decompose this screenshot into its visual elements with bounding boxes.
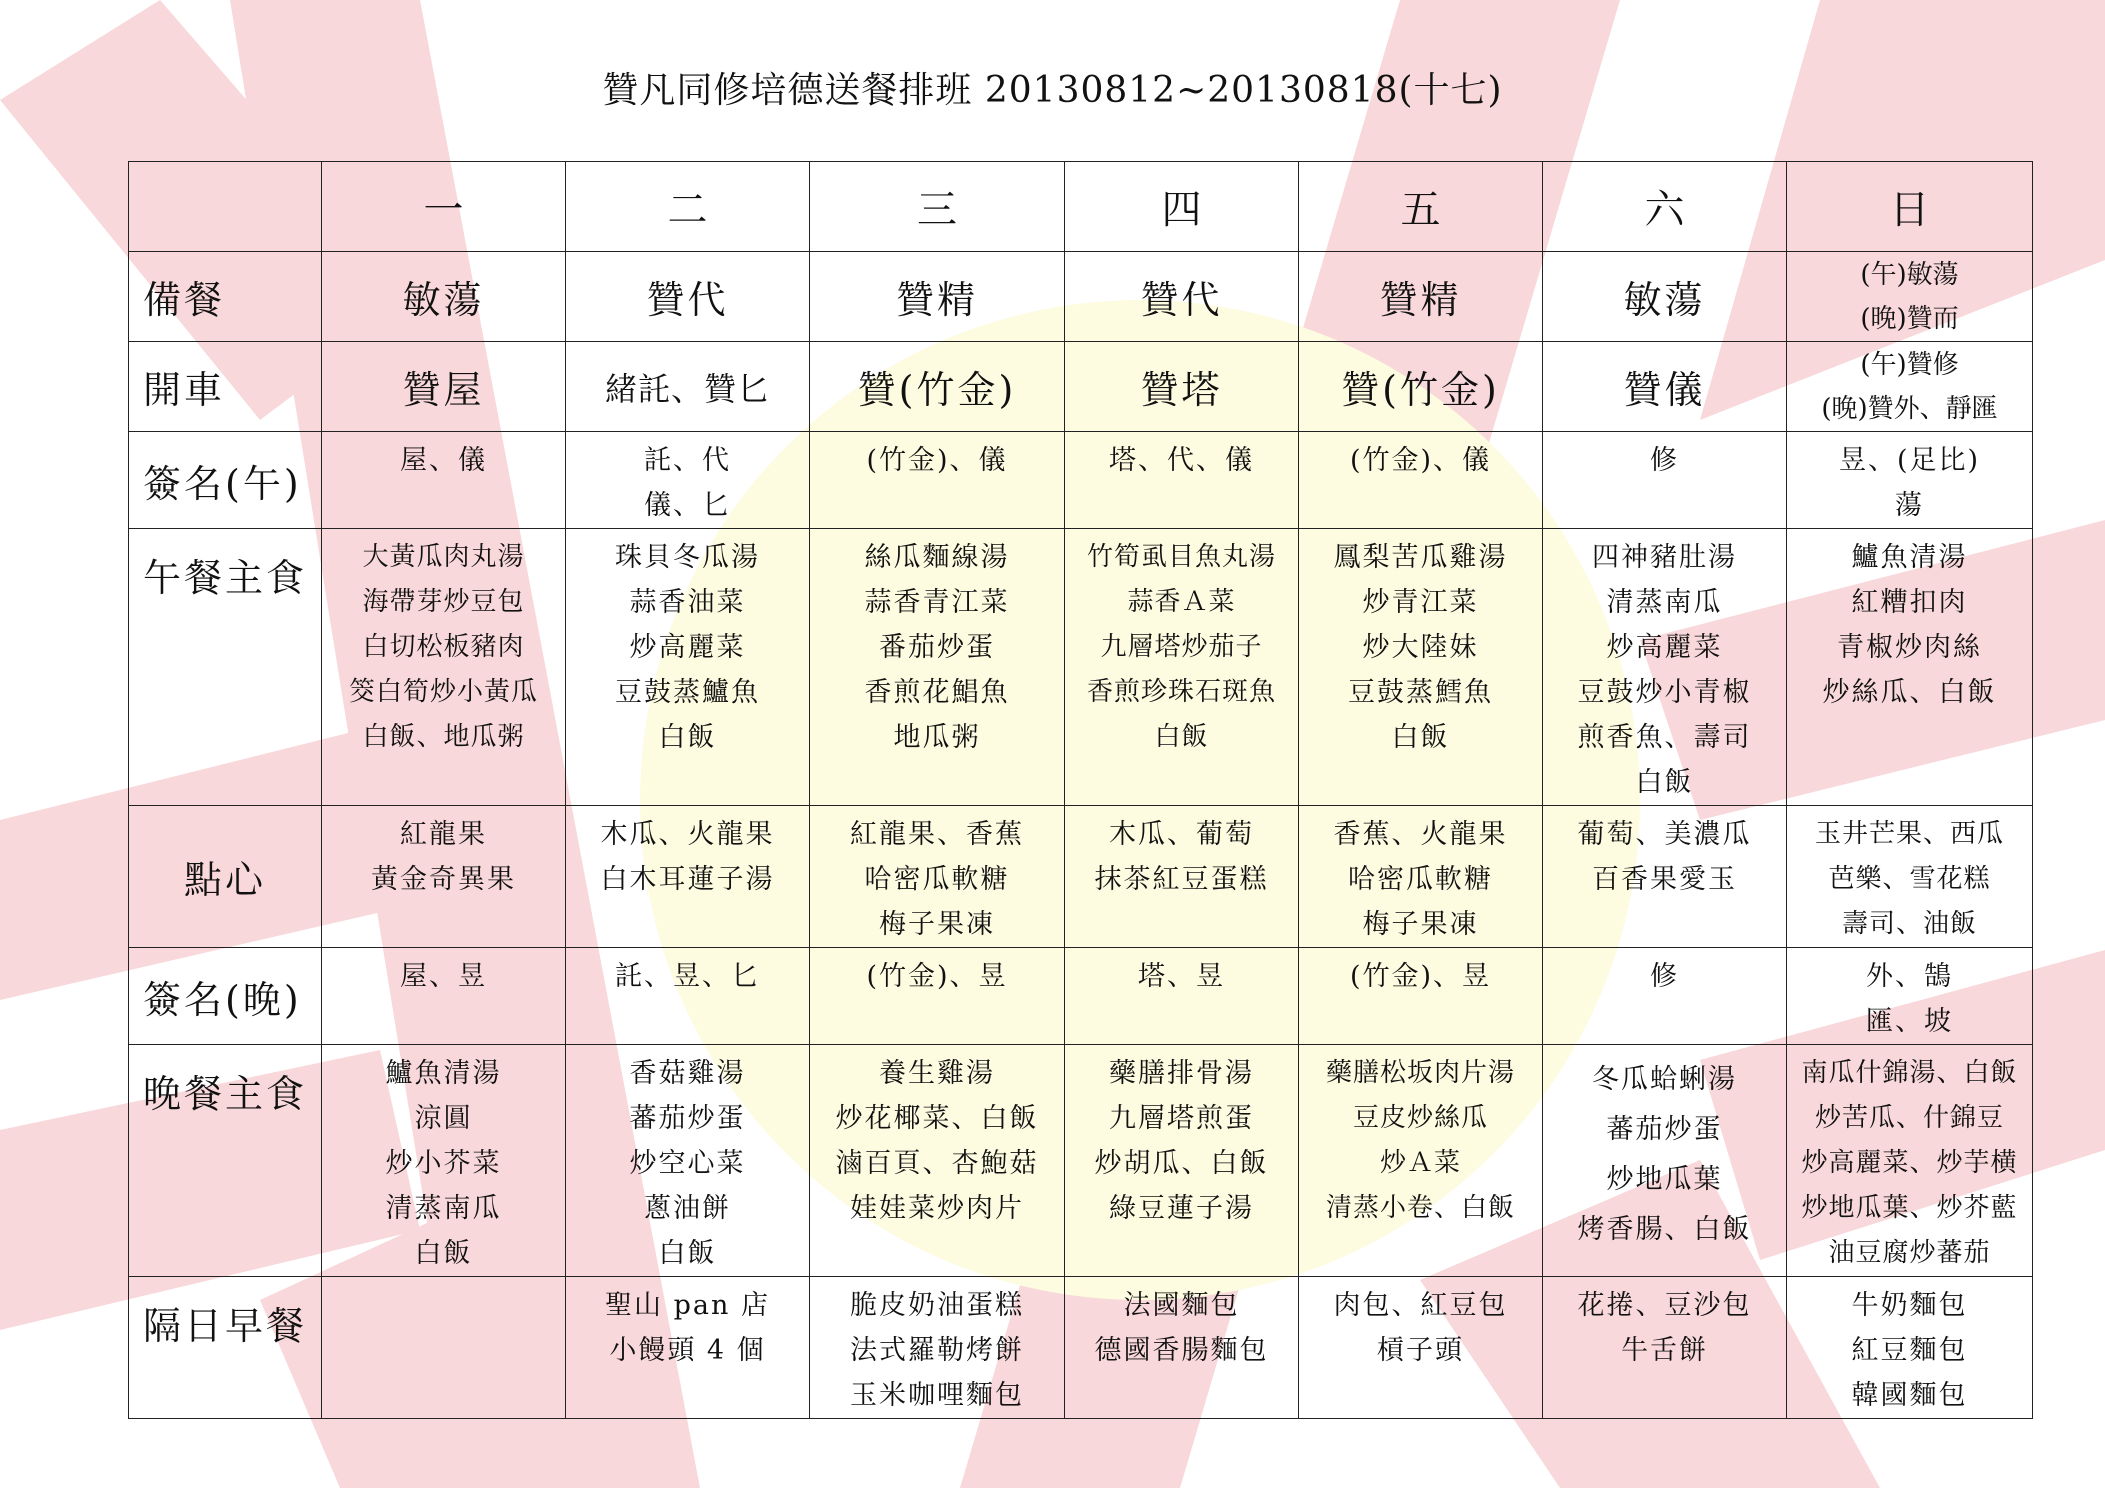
cell-line: 鱸魚清湯 [1851, 542, 1968, 573]
breakfast-row [129, 1277, 2033, 1419]
cell-line: 塔、昱 [1138, 961, 1225, 992]
cell-line: 小饅頭 4 個 [609, 1335, 766, 1366]
drive-cell: 贊塔 [1065, 342, 1299, 432]
cell-line: 烤香腸、白飯 [1577, 1214, 1752, 1245]
breakfast-cell [566, 1277, 810, 1419]
cell-line: 蒜香青江菜 [864, 587, 1010, 618]
cell-line: 鱸魚清湯 [385, 1058, 502, 1089]
page-title: 贊凡同修培德送餐排班 20130812~20130818(十七) [602, 70, 1503, 111]
cell-line: 法式羅勒烤餅 [850, 1335, 1024, 1366]
cell-line: 德國香腸麵包 [1094, 1335, 1269, 1366]
cell-line: 九層塔炒茄子 [1100, 632, 1263, 662]
cell-line: 香煎珍珠石斑魚 [1086, 677, 1276, 707]
dinner-cell [1065, 1045, 1299, 1277]
prep-cell: 贊代 [566, 252, 810, 342]
cell-line: 炒大陸妹 [1362, 632, 1479, 663]
dinner-cell [322, 1045, 566, 1277]
cell-line: 炒絲瓜、白飯 [1822, 677, 1997, 708]
cell-line: 抹茶紅豆蛋糕 [1094, 864, 1269, 895]
cell-line: 炒苦瓜、什錦豆 [1814, 1103, 2004, 1133]
prep-cell: 贊代 [1065, 252, 1299, 342]
drive-cell: 贊屋 [322, 342, 566, 432]
lunch-cell [1065, 529, 1299, 806]
snack-row [129, 806, 2033, 948]
dinner-row [129, 1045, 2033, 1277]
header-row [129, 162, 2033, 252]
cell-line: 炒花椰菜、白飯 [835, 1103, 1039, 1134]
sign-evening-cell [322, 948, 566, 1045]
cell-line: 修 [1650, 445, 1679, 476]
drive-cell-sun [1787, 342, 2033, 432]
cell-line: 韓國麵包 [1851, 1380, 1968, 1411]
snack-cell [1543, 806, 1787, 948]
cell-line: 涼圓 [414, 1103, 473, 1134]
day-header-sat: 六 [1543, 162, 1787, 252]
row-label-sign-noon: 簽名(午) [129, 432, 322, 529]
cell-line: 炒Ａ菜 [1379, 1148, 1461, 1178]
row-label-snack: 點心 [129, 806, 322, 948]
cell-line: 滷百頁、杏鮑菇 [835, 1148, 1039, 1179]
row-label-sign-evening: 簽名(晚) [129, 948, 322, 1045]
cell-line: 藥膳松坂肉片湯 [1325, 1058, 1515, 1088]
sign-noon-cell [566, 432, 810, 529]
cell-line: (竹金)、儀 [1349, 445, 1492, 476]
cell-line: 炒胡瓜、白飯 [1094, 1148, 1269, 1179]
cell-line: 青椒炒肉絲 [1837, 632, 1982, 663]
day-header-fri: 五 [1299, 162, 1543, 252]
cell-line: (竹金)、昱 [1349, 961, 1492, 992]
prep-row [129, 252, 2033, 342]
cell-line: 筊白筍炒小黃瓜 [348, 677, 538, 707]
lunch-cell [810, 529, 1065, 806]
cell-line: 玉米咖哩麵包 [850, 1380, 1024, 1411]
cell-line: 木瓜、火龍果 [600, 819, 775, 850]
lunch-cell [1543, 529, 1787, 806]
sign-evening-cell [566, 948, 810, 1045]
cell-line: 炒高麗菜 [1606, 632, 1723, 663]
drive-cell: 贊(竹金) [810, 342, 1065, 432]
cell-line: 百香果愛玉 [1592, 864, 1737, 895]
cell-line: 花捲、豆沙包 [1577, 1290, 1752, 1321]
sign-noon-cell [322, 432, 566, 529]
cell-line: 黃金奇異果 [371, 864, 516, 895]
cell-line: 紅豆麵包 [1851, 1335, 1968, 1366]
cell-line: (竹金)、昱 [866, 961, 1008, 992]
cell-line: 清蒸南瓜 [1606, 587, 1723, 618]
lunch-cell [566, 529, 810, 806]
cell-line: 養生雞湯 [879, 1058, 995, 1089]
cell-line: 白木耳蓮子湯 [600, 864, 775, 895]
cell-line: 聖山 pan 店 [605, 1290, 770, 1321]
drive-cell: 贊(竹金) [1299, 342, 1543, 432]
cell-line: 屋、儀 [400, 445, 487, 476]
day-header-sun: 日 [1787, 162, 2033, 252]
day-header-mon: 一 [322, 162, 566, 252]
cell-line: 番茄炒蛋 [879, 632, 995, 663]
lunch-row [129, 529, 2033, 806]
cell-line: 白飯 [1154, 722, 1209, 752]
prep-cell-sun [1787, 252, 2033, 342]
breakfast-cell [322, 1277, 566, 1419]
sign-noon-cell [1543, 432, 1787, 529]
cell-line: 塔、代、儀 [1109, 445, 1254, 476]
cell-line: 香煎花鯧魚 [864, 677, 1010, 708]
cell-line: 竹筍虱目魚丸湯 [1086, 542, 1276, 572]
cell-line: (竹金)、儀 [866, 445, 1008, 476]
dinner-cell [1543, 1045, 1787, 1277]
cell-line: 清蒸小卷、白飯 [1325, 1193, 1515, 1223]
snack-cell [1065, 806, 1299, 948]
cell-line: 葡萄、美濃瓜 [1577, 819, 1752, 850]
cell-line: 炒小芥菜 [385, 1148, 502, 1179]
cell-line: 豆皮炒絲瓜 [1352, 1103, 1488, 1133]
prep-sun-evening: (晚)贊而 [1860, 303, 1959, 334]
cell-line: 炒地瓜葉、炒芥藍 [1801, 1193, 2018, 1223]
drive-row [129, 342, 2033, 432]
cell-line: 託、昱、匕 [615, 961, 760, 992]
cell-line: 紅龍果 [400, 819, 487, 850]
cell-line: 炒空心菜 [629, 1148, 746, 1179]
cell-line: 地瓜粥 [893, 722, 981, 753]
cell-line: 蔥油餅 [644, 1193, 731, 1224]
sign-evening-cell [810, 948, 1065, 1045]
prep-cell: 贊精 [1299, 252, 1543, 342]
cell-line: 匯、坡 [1866, 1006, 1953, 1037]
cell-line: 海帶芽炒豆包 [362, 587, 525, 617]
day-header-wed: 三 [810, 162, 1065, 252]
cell-line: 哈密瓜軟糖 [864, 864, 1010, 895]
sign-noon-cell [1065, 432, 1299, 529]
cell-line: 九層塔煎蛋 [1109, 1103, 1254, 1134]
cell-line: 紅龍果、香蕉 [850, 819, 1024, 850]
cell-line: 哈密瓜軟糖 [1348, 864, 1493, 895]
drive-sun-evening: (晚)贊外、靜匯 [1821, 393, 1998, 424]
prep-cell: 贊精 [810, 252, 1065, 342]
cell-line: 蒜香Ａ菜 [1127, 587, 1236, 617]
cell-line: 儀、匕 [644, 490, 731, 521]
cell-line: 芭樂、雪花糕 [1828, 864, 1991, 894]
cell-line: 炒高麗菜 [629, 632, 746, 663]
cell-line: 香菇雞湯 [629, 1058, 746, 1089]
sign-evening-cell [1787, 948, 2033, 1045]
sign-noon-cell [1787, 432, 2033, 529]
breakfast-cell [810, 1277, 1065, 1419]
breakfast-cell [1065, 1277, 1299, 1419]
cell-line: 娃娃菜炒肉片 [850, 1193, 1024, 1224]
cell-line: 法國麵包 [1123, 1290, 1240, 1321]
snack-cell [810, 806, 1065, 948]
cell-line: 冬瓜蛤蜊湯 [1592, 1064, 1737, 1095]
cell-line: 壽司、油飯 [1841, 909, 1977, 939]
sign-noon-row [129, 432, 2033, 529]
cell-line: 珠貝冬瓜湯 [615, 542, 760, 573]
day-header-thu: 四 [1065, 162, 1299, 252]
cell-line: 蕃茄炒蛋 [629, 1103, 746, 1134]
cell-line: 大黃瓜肉丸湯 [362, 542, 525, 572]
snack-cell [1299, 806, 1543, 948]
cell-line: 紅糟扣肉 [1851, 587, 1968, 618]
prep-sun-noon: (午)敏蕩 [1860, 259, 1959, 290]
cell-line: 南瓜什錦湯、白飯 [1801, 1058, 2018, 1088]
cell-line: 豆鼓蒸鱈魚 [1348, 677, 1493, 708]
sign-evening-cell [1065, 948, 1299, 1045]
breakfast-cell [1299, 1277, 1543, 1419]
cell-line: 屋、昱 [400, 961, 487, 992]
cell-line: 香蕉、火龍果 [1333, 819, 1508, 850]
schedule-table [128, 161, 2033, 1419]
sign-evening-row [129, 948, 2033, 1045]
sign-evening-cell [1299, 948, 1543, 1045]
cell-line: 梅子果凍 [1362, 909, 1479, 940]
cell-line: 蕃茄炒蛋 [1606, 1114, 1723, 1145]
cell-line: 梅子果凍 [879, 909, 995, 940]
corner-cell [129, 162, 322, 252]
cell-line: 託、代 [644, 445, 731, 476]
breakfast-cell [1543, 1277, 1787, 1419]
lunch-cell [322, 529, 566, 806]
cell-line: 玉井芒果、西瓜 [1814, 819, 2004, 849]
dinner-cell [1299, 1045, 1543, 1277]
cell-line: 肉包、紅豆包 [1333, 1290, 1508, 1321]
row-label-lunch: 午餐主食 [129, 529, 322, 806]
cell-line: 白飯 [1391, 722, 1450, 753]
cell-line: 木瓜、葡萄 [1109, 819, 1254, 850]
cell-line: 清蒸南瓜 [385, 1193, 502, 1224]
drive-cell: 贊儀 [1543, 342, 1787, 432]
cell-line: 牛奶麵包 [1851, 1290, 1968, 1321]
cell-line: 白飯、地瓜粥 [362, 722, 525, 752]
cell-line: 外、鵠 [1866, 961, 1953, 992]
cell-line: 蕩 [1895, 490, 1924, 521]
lunch-cell [1787, 529, 2033, 806]
row-label-drive: 開車 [129, 342, 322, 432]
cell-line: 槓子頭 [1377, 1335, 1464, 1366]
prep-cell: 敏蕩 [322, 252, 566, 342]
breakfast-cell [1787, 1277, 2033, 1419]
dinner-cell [566, 1045, 810, 1277]
cell-line: 白切松板豬肉 [362, 632, 525, 662]
sign-noon-cell [1299, 432, 1543, 529]
cell-line: 鳳梨苦瓜雞湯 [1333, 542, 1508, 573]
cell-line: 牛舌餅 [1621, 1335, 1708, 1366]
day-header-tue: 二 [566, 162, 810, 252]
cell-line: 炒地瓜葉 [1606, 1164, 1723, 1195]
cell-line: 油豆腐炒蕃茄 [1828, 1238, 1991, 1268]
cell-line: 白飯 [1635, 767, 1694, 798]
cell-line: 白飯 [658, 1238, 717, 1269]
lunch-cell [1299, 529, 1543, 806]
cell-line: 修 [1650, 961, 1679, 992]
cell-line: 昱、(足比) [1838, 445, 1981, 476]
row-label-prep: 備餐 [129, 252, 322, 342]
sign-evening-cell [1543, 948, 1787, 1045]
cell-line: 脆皮奶油蛋糕 [850, 1290, 1024, 1321]
cell-line: 豆鼓蒸鱸魚 [615, 677, 760, 708]
cell-line: 煎香魚、壽司 [1577, 722, 1752, 753]
snack-cell [322, 806, 566, 948]
dinner-cell [810, 1045, 1065, 1277]
snack-cell [566, 806, 810, 948]
cell-line: 藥膳排骨湯 [1109, 1058, 1254, 1089]
row-label-breakfast: 隔日早餐 [129, 1277, 322, 1419]
cell-line: 白飯 [658, 722, 717, 753]
cell-line: 炒青江菜 [1362, 587, 1479, 618]
row-label-dinner: 晚餐主食 [129, 1045, 322, 1277]
cell-line: 蒜香油菜 [629, 587, 746, 618]
prep-cell: 敏蕩 [1543, 252, 1787, 342]
drive-cell: 緒託、贊匕 [566, 342, 810, 432]
sign-noon-cell [810, 432, 1065, 529]
cell-line: 絲瓜麵線湯 [864, 542, 1010, 573]
snack-cell [1787, 806, 2033, 948]
cell-line: 炒高麗菜、炒芋横 [1801, 1148, 2018, 1178]
drive-sun-noon: (午)贊修 [1860, 349, 1959, 380]
cell-line: 四神豬肚湯 [1592, 542, 1737, 573]
cell-line: 綠豆蓮子湯 [1109, 1193, 1254, 1224]
cell-line: 白飯 [414, 1238, 473, 1269]
dinner-cell [1787, 1045, 2033, 1277]
cell-line: 豆鼓炒小青椒 [1577, 677, 1752, 708]
